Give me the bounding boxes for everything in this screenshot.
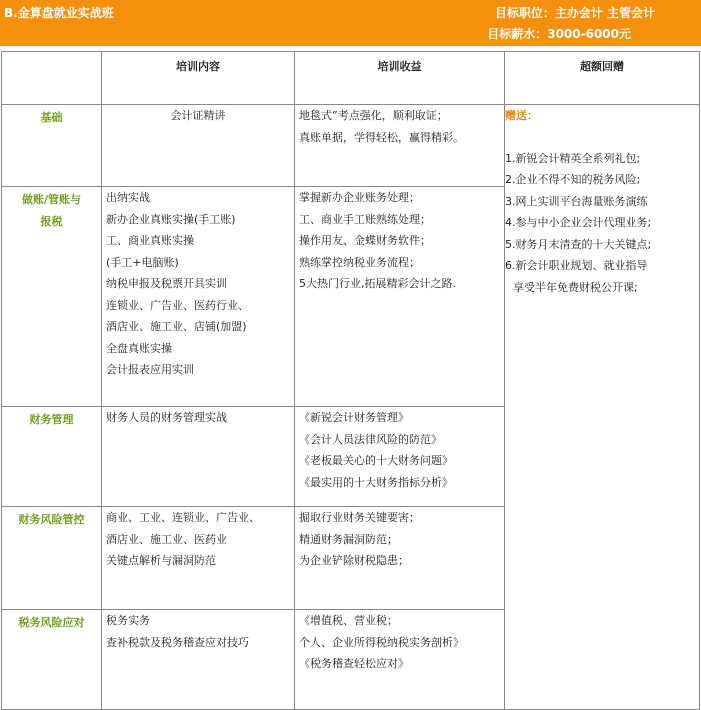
benefit-line: 操作用友、金蝶财务软件； — [299, 234, 431, 247]
benefit-line: 《新锐会计财务管理》 — [299, 411, 409, 424]
header-benefit: 培训收益 — [295, 52, 505, 105]
category-label: 税务风险应对 — [18, 616, 85, 629]
content-line: 商业、工业、连锁业、广告业、 — [106, 511, 260, 524]
benefit-cell — [295, 187, 505, 407]
category-cell — [2, 507, 102, 610]
gift-item: 1.新锐会计精英全系列礼包; — [505, 151, 641, 165]
content-line: 酒店业、施工业、店铺(加盟) — [106, 320, 247, 333]
benefit-line: 《会计人员法律风险的防范》 — [299, 432, 442, 446]
benefit-line: 地毯式”考点强化，顺利取证； — [299, 109, 448, 122]
header-category — [2, 52, 102, 105]
category-label: 基础 — [40, 111, 63, 124]
category-cell — [2, 187, 102, 407]
content-line: 会计报表应用实训 — [106, 363, 194, 376]
benefit-cell — [295, 407, 505, 507]
benefit-line: 为企业铲除财税隐患； — [299, 554, 409, 567]
content-cell — [102, 507, 295, 610]
content-line: 工、商业真账实操 — [106, 234, 194, 247]
benefit-line: 掘取行业财务关键要害； — [299, 511, 420, 524]
benefit-line: 熟练掌控纳税业务流程； — [299, 255, 420, 269]
table-row — [2, 105, 700, 187]
content-line: 财务人员的财务管理实战 — [106, 411, 227, 424]
gift-item: 享受半年免费财税公开课; — [513, 280, 638, 294]
benefit-line: 掌握新办企业账务处理； — [299, 191, 420, 204]
target-salary: 目标薪水：3000-6000元 — [487, 27, 631, 41]
content-cell — [102, 610, 295, 710]
gift-item: 2.企业不得不知的税务风险; — [505, 173, 641, 186]
category-label: 财务风险管控 — [18, 513, 85, 526]
content-cell — [102, 407, 295, 507]
benefit-line: 《税务稽查轻松应对》 — [299, 657, 409, 670]
content-line: 出纳实战 — [106, 191, 150, 204]
content-line: 查补税款及税务稽查应对技巧 — [106, 635, 249, 649]
gift-item: 4.参与中小企业会计代理业务; — [505, 216, 652, 229]
benefit-line: 个人、企业所得税纳税实务剖析》 — [299, 635, 464, 649]
curriculum-table — [1, 51, 700, 710]
content-cell — [102, 105, 295, 187]
content-line: (手工+电脑账) — [106, 255, 179, 269]
benefit-cell — [295, 507, 505, 610]
content-line: 全盘真账实操 — [106, 341, 172, 355]
content-line: 连锁业、广告业、医药行业、 — [106, 298, 249, 312]
benefit-line: 《增值税、营业税； — [299, 614, 398, 627]
table-header-row — [2, 52, 700, 105]
content-line: 关键点解析与漏洞防范 — [106, 554, 216, 567]
gift-cell — [505, 105, 700, 710]
benefit-line: 5大热门行业,拓展精彩会计之路. — [299, 277, 456, 290]
content-line: 新办企业真账实操(手工账) — [106, 212, 236, 226]
content-line: 会计证精讲 — [170, 109, 226, 122]
content-line: 纳税申报及税票开具实训 — [106, 277, 227, 290]
benefit-cell — [295, 105, 505, 187]
header-content: 培训内容 — [102, 52, 295, 105]
gift-item: 5.财务月末清查的十大关键点; — [505, 237, 652, 251]
benefit-line: 工、商业手工账熟练处理； — [299, 212, 431, 226]
course-title: B.金算盘就业实战班 — [4, 6, 114, 20]
benefit-line: 真账单据，学得轻松，赢得精彩。 — [299, 130, 464, 144]
content-cell — [102, 187, 295, 407]
content-line: 税务实务 — [106, 614, 150, 627]
category-label: 做账/管账与报税 — [21, 193, 82, 228]
gift-label: 赠送： — [505, 109, 538, 122]
category-label: 财务管理 — [29, 413, 74, 426]
benefit-line: 精通财务漏洞防范； — [299, 532, 398, 546]
content-line: 酒店业、施工业、医药业 — [106, 532, 227, 546]
gift-item: 3.网上实训平台海量账务演练 — [505, 194, 648, 208]
header-gift: 超额回赠 — [505, 52, 700, 105]
category-cell — [2, 105, 102, 187]
benefit-line: 《老板最关心的十大财务问题》 — [299, 454, 453, 467]
category-cell — [2, 407, 102, 507]
target-position: 目标职位：主办会计 主管会计 — [494, 6, 655, 20]
gift-item: 6.新会计职业规划、就业指导 — [505, 259, 648, 272]
benefit-cell — [295, 610, 505, 710]
benefit-line: 《最实用的十大财务指标分析》 — [299, 475, 453, 489]
header-banner — [0, 0, 701, 46]
category-cell — [2, 610, 102, 710]
